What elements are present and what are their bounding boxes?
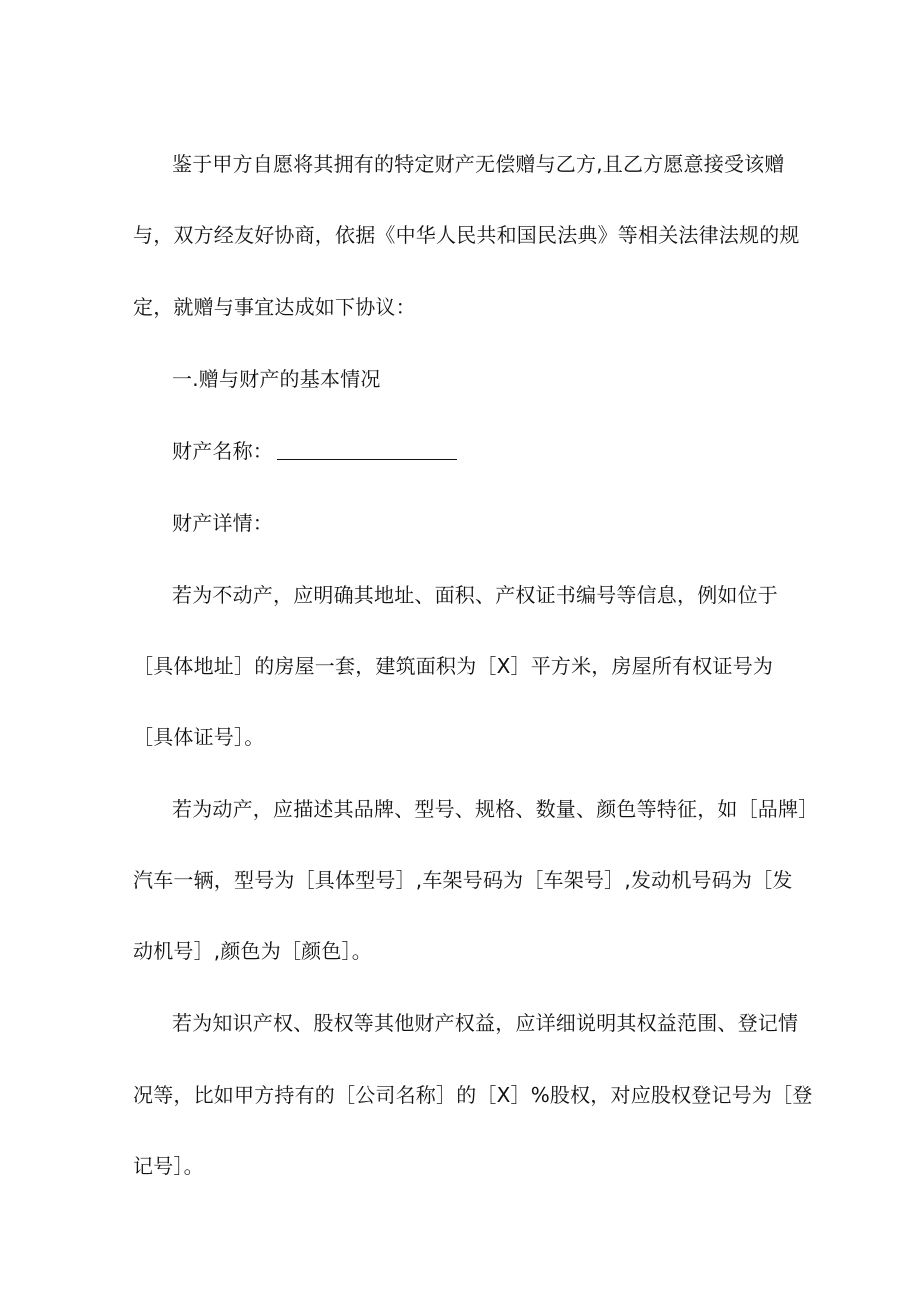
ip-equity-line-3: 记号］。 (133, 1154, 204, 1178)
real-estate-line-3: ［具体证号］。 (133, 725, 265, 749)
section-heading: 一.赠与财产的基本情况 (172, 367, 381, 391)
movable-line-3: 动机号］,颜色为［颜色］。 (133, 939, 372, 963)
ip-equity-line-1: 若为知识产权、股权等其他财产权益，应详细说明其权益范围、登记情 (172, 1011, 799, 1035)
ip-equity-line-2: 况等，比如甲方持有的［公司名称］的［X］%股权，对应股权登记号为［登 (133, 1083, 813, 1107)
intro-line-2: 与，双方经友好协商，依据《中华人民共和国民法典》等相关法律法规的规 (133, 223, 800, 247)
movable-line-2: 汽车一辆，型号为［具体型号］,车架号码为［车架号］,发动机号码为［发 (133, 868, 793, 892)
movable-line-1: 若为动产，应描述其品牌、型号、规格、数量、颜色等特征，如［品牌］ (172, 797, 819, 821)
property-name-label: 财产名称： (172, 439, 273, 463)
property-detail-label: 财产详情： (172, 511, 273, 535)
intro-line-3: 定，就赠与事宜达成如下协议： (133, 295, 416, 319)
intro-line-1: 鉴于甲方自愿将其拥有的特定财产无偿赠与乙方,且乙方愿意接受该赠 (172, 152, 785, 176)
property-name-row (172, 437, 457, 465)
property-name-blank (277, 437, 457, 460)
real-estate-line-1: 若为不动产，应明确其地址、面积、产权证书编号等信息，例如位于 (172, 583, 778, 607)
real-estate-line-2: ［具体地址］的房屋一套，建筑面积为［X］平方米，房屋所有权证号为 (133, 654, 774, 678)
